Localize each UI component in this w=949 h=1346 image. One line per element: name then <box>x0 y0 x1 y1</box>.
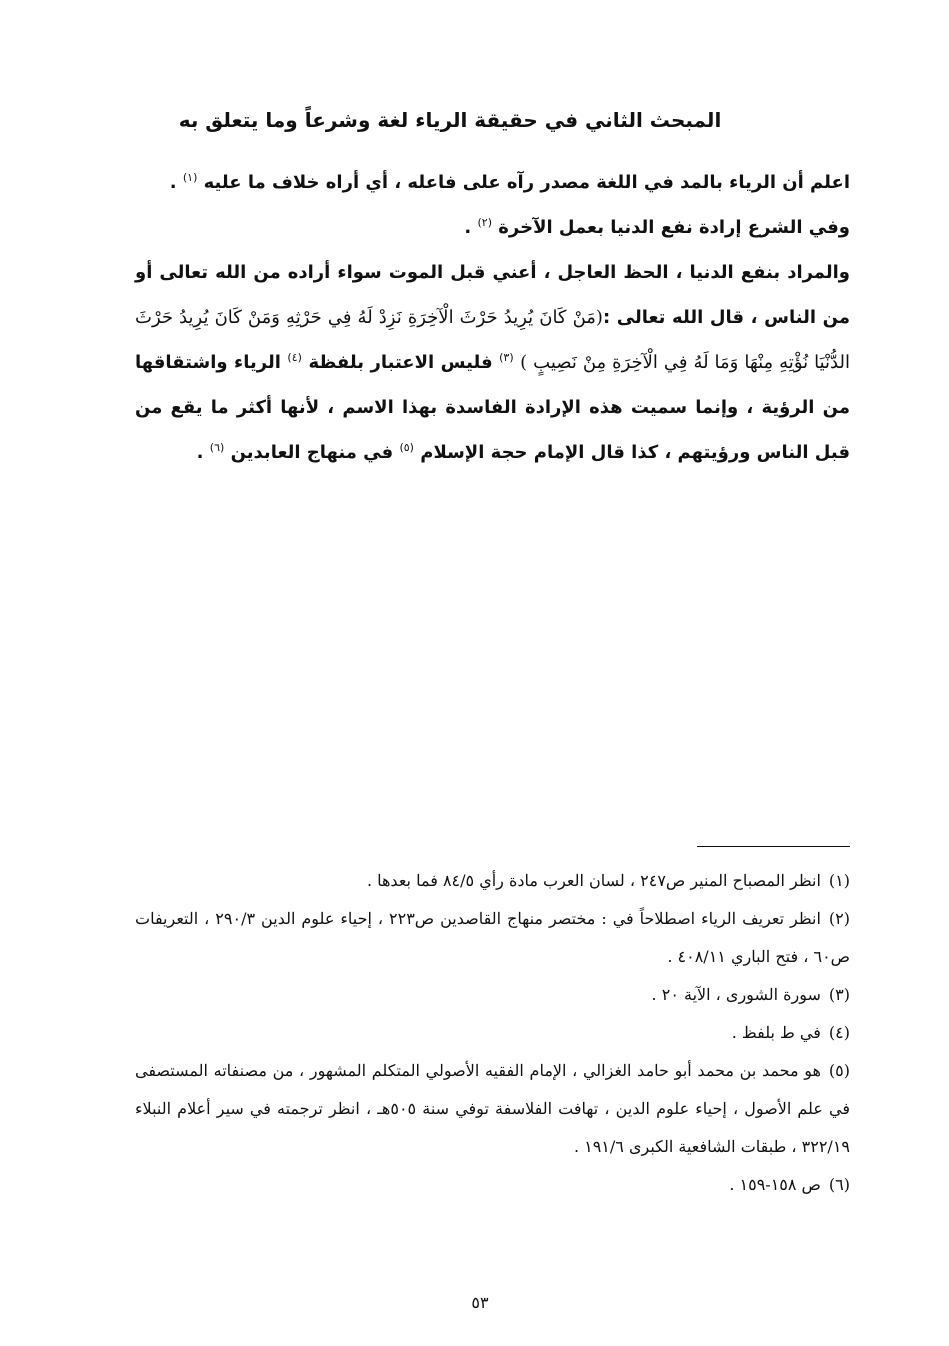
footnote-text: ص ١٥٨-١٥٩ . <box>729 1175 821 1194</box>
footnotes <box>135 862 850 1204</box>
paragraph-2 <box>135 205 850 250</box>
page-number: ٥٣ <box>471 1293 489 1312</box>
paragraph-3 <box>135 250 850 475</box>
footnote-3 <box>135 976 850 1014</box>
footnote-ref-5: (٥) <box>399 441 414 454</box>
paragraph-3-text-d: في منهاج العابدين <box>230 442 400 463</box>
footnote-text: هو محمد بن محمد أبو حامد الغزالي ، الإمام الفقيه الأصولي المتكلم المشهور ، من مصنفاته المستصفى في علم الأصول ، إحياء علوم الدين ، تهافت الفلاسفة توفي سنة ٥٠٥هـ ، انظر ترجمته في سير أعلام النبلاء ٣٢٢/١٩ ، طبقات الشافعية الكبرى ١٩١/٦ . <box>135 1061 850 1156</box>
footnote-ref-2: (٢) <box>477 216 492 229</box>
paragraph-1-end: . <box>169 172 183 193</box>
footnote-5 <box>135 1052 850 1166</box>
paragraph-3-end: . <box>196 442 210 463</box>
footnote-text: في ط بلفظ . <box>731 1023 821 1042</box>
footnote-text: سورة الشورى ، الآية ٢٠ . <box>651 985 821 1004</box>
quran-verse: (مَنْ كَانَ يُرِيدُ حَرْثَ الْآخِرَةِ نَزِدْ لَهُ فِي حَرْثِهِ وَمَنْ كَانَ يُرِيدُ حَرْثَ الدُّنْيَا نُؤْتِهِ مِنْهَا وَمَا لَهُ فِي الْآخِرَةِ مِنْ نَصِيبٍ ) <box>135 307 850 373</box>
footnote-ref-4: (٤) <box>287 351 302 364</box>
footnote-number: (٥) <box>828 1061 850 1080</box>
paragraph-1 <box>135 160 850 205</box>
paragraph-2-end: . <box>464 217 478 238</box>
footnote-4 <box>135 1014 850 1052</box>
footnote-text: انظر المصباح المنير ص٢٤٧ ، لسان العرب مادة رأي ٨٤/٥ فما بعدها . <box>366 871 821 890</box>
footnote-1 <box>135 862 850 900</box>
footnote-6 <box>135 1166 850 1204</box>
footnote-ref-3: (٣) <box>499 351 514 364</box>
footnote-text: انظر تعريف الرياء اصطلاحاً في : مختصر منهاج القاصدين ص٢٢٣ ، إحياء علوم الدين ٢٩٠/٣ ، التعريفات ص٦٠ ، فتح الباري ٤٠٨/١١ . <box>135 909 850 966</box>
footnote-number: (٤) <box>828 1023 850 1042</box>
paragraph-2-text: وفي الشرع إرادة نفع الدنيا بعمل الآخرة <box>498 217 850 238</box>
paragraph-3-text-a: والمراد بنفع الدنيا ، الحظ العاجل ، أعني قبل الموت سواء أراده من الله تعالى أو من الناس ، قال الله تعالى : <box>135 262 850 328</box>
footnote-separator <box>697 846 850 847</box>
paragraph-3-text-b: فليس الاعتبار بلفظة <box>308 352 500 373</box>
footnote-number: (١) <box>828 871 850 890</box>
footnote-number: (٢) <box>828 909 851 928</box>
footnote-number: (٣) <box>828 985 850 1004</box>
footnote-ref-6: (٦) <box>209 441 225 454</box>
main-text <box>135 160 850 475</box>
paragraph-3-text-c: الرياء واشتقاقها من الرؤية ، وإنما سميت هذه الإرادة الفاسدة بهذا الاسم ، لأنها أكثر ما يقع من قبل الناس ورؤيتهم ، كذا قال الإمام حجة الإسلام <box>135 352 850 463</box>
footnote-number: (٦) <box>828 1175 850 1194</box>
footnote-2 <box>135 900 850 976</box>
paragraph-1-text: اعلم أن الرياء بالمد في اللغة مصدر رآه على فاعله ، أي أراه خلاف ما عليه <box>203 172 850 193</box>
footnote-ref-1: (١) <box>182 171 198 184</box>
section-heading: المبحث الثاني في حقيقة الرياء لغة وشرعاً وما يتعلق به <box>178 108 722 132</box>
